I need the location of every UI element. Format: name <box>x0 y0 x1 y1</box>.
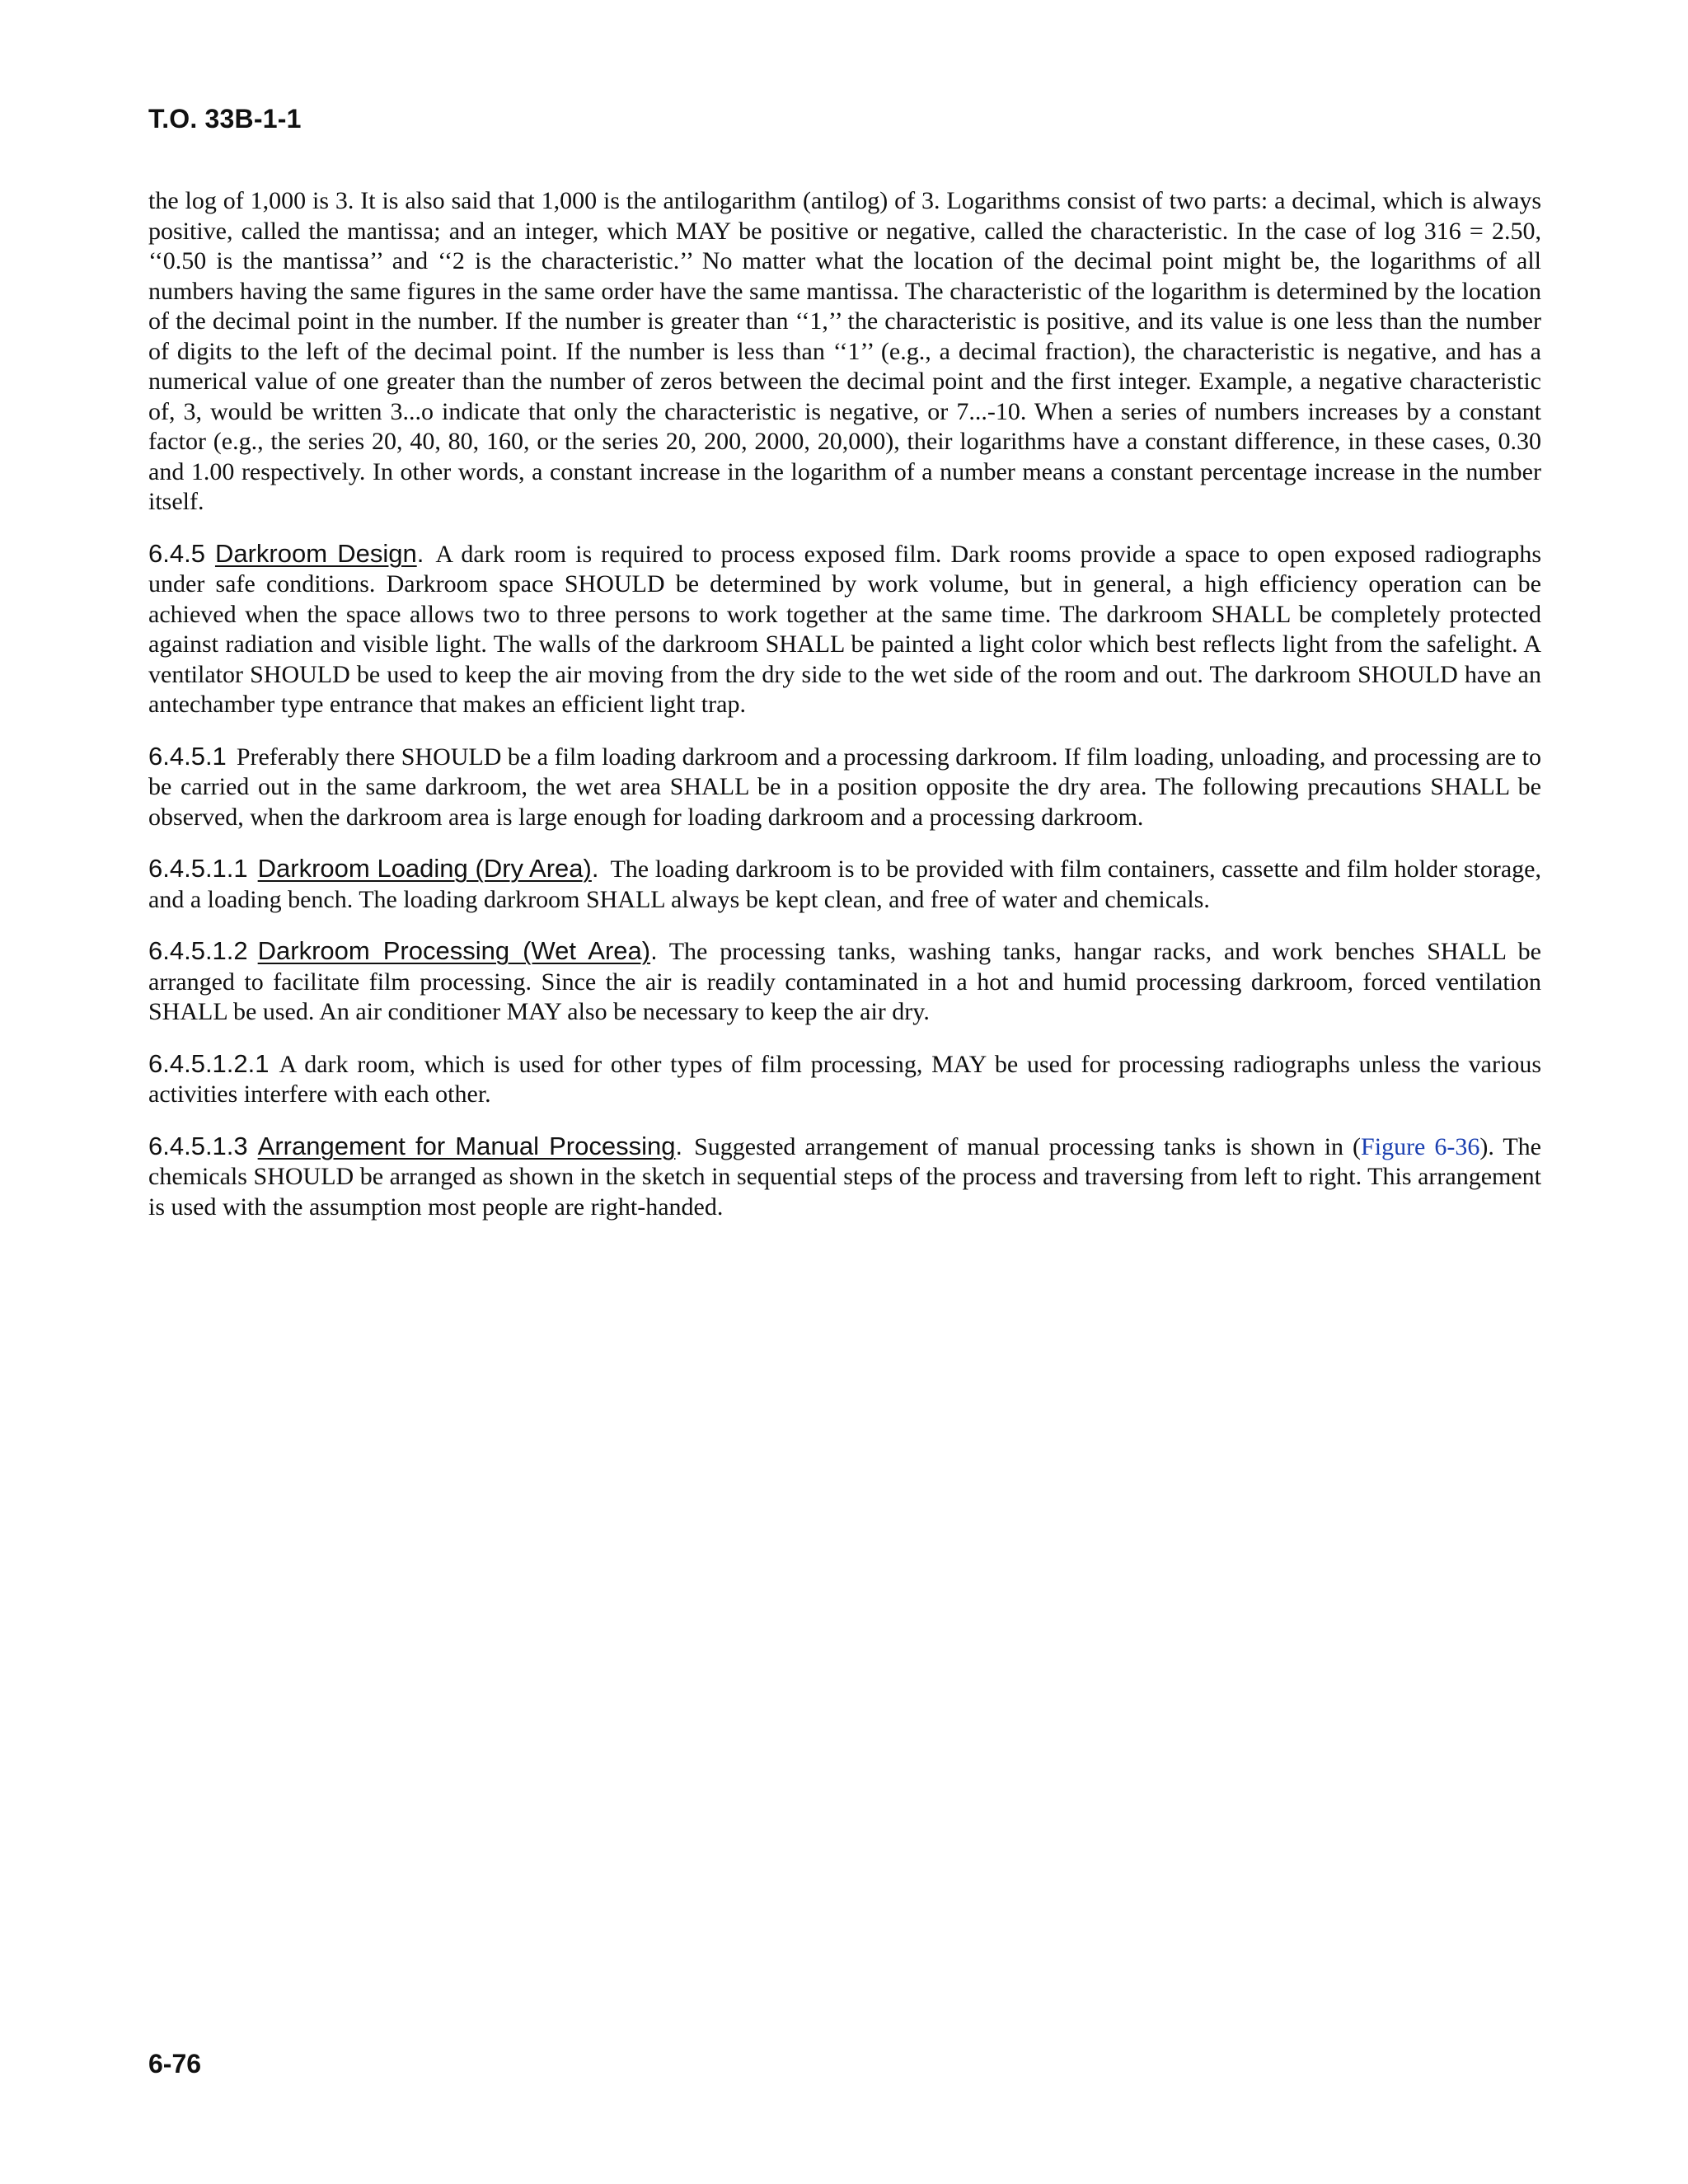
section-title-period: . <box>416 538 424 568</box>
section-6-4-5-1 <box>148 742 1541 833</box>
section-text-after-link: ). The chemicals SHOULD be arranged as shown in the sketch in sequential steps of the process and traversing from left to right. This arrangement is used with the assumption most people are right-handed. <box>148 1132 1541 1221</box>
intro-paragraph: the log of 1,000 is 3. It is also said that 1,000 is the antilogarithm (antilog) of 3. Logarithms consist of two parts: a decimal, which is always positive, called the mantissa; and an integer, which MAY be positive or negative, called the characteristic. In the case of log 316 = 2.50, ‘‘0.50 is the mantissa’’ and ‘‘2 is the characteristic.’’ No matter what the location of the decimal point might be, the logarithms of all numbers having the same figures in the same order have the same mantissa. The characteristic of the logarithm is determined by the location of the decimal point in the number. If the number is greater than ‘‘1,’’ the characteristic is positive, and its value is one less than the number of digits to the left of the decimal point. If the number is less than ‘‘1’’ (e.g., a decimal fraction), the characteristic is negative, and has a numerical value of one greater than the number of zeros between the decimal point and the first integer. Example, a negative characteristic of, 3, would be written 3...o indicate that only the characteristic is negative, or 7...-10. When a series of numbers increases by a constant factor (e.g., the series 20, 40, 80, 160, or the series 20, 200, 2000, 20,000), their logarithms have a constant difference, in these cases, 0.30 and 1.00 respectively. In other words, a constant increase in the logarithm of a number means a constant percentage increase in the number itself. <box>148 187 1541 515</box>
section-number: 6.4.5.1.2 <box>148 936 248 965</box>
section-title-period: . <box>675 1131 683 1160</box>
page-body <box>148 186 1541 1244</box>
section-number: 6.4.5.1.1 <box>148 854 248 883</box>
page-number: 6-76 <box>148 2049 202 2079</box>
section-6-4-5-1-3 <box>148 1132 1541 1223</box>
section-title: Darkroom Processing (Wet Area) <box>257 936 651 965</box>
section-text: A dark room, which is used for other types of film processing, MAY be used for processing radiographs unless the various activities interfere with each other. <box>148 1050 1541 1108</box>
document-id-header: T.O. 33B-1-1 <box>148 104 302 134</box>
section-number: 6.4.5.1.2.1 <box>148 1048 270 1078</box>
section-title: Darkroom Loading (Dry Area) <box>257 854 592 883</box>
section-number: 6.4.5.1.3 <box>148 1131 248 1160</box>
section-text: A dark room is required to process exposed film. Dark rooms provide a space to open exposed radiographs under safe conditions. Darkroom space SHOULD be determined by work volume, but in general, a high efficiency operation can be achieved when the space allows two to three persons to work together at the same time. The darkroom SHALL be completely protected against radiation and visible light. The walls of the darkroom SHALL be painted a light color which best reflects light from the safelight. A ventilator SHOULD be used to keep the air moving from the dry side to the wet side of the room and out. The darkroom SHOULD have an antechamber type entrance that makes an efficient light trap. <box>148 540 1541 718</box>
section-text: The loading darkroom is to be provided with film containers, cassette and film holder storage, and a loading bench. The loading darkroom SHALL always be kept clean, and free of water and chemicals. <box>148 855 1541 913</box>
section-text-before-link: Suggested arrangement of manual processing tanks is shown in ( <box>694 1132 1362 1160</box>
section-number: 6.4.5.1 <box>148 741 227 771</box>
section-6-4-5-1-2-1 <box>148 1049 1541 1110</box>
section-text: Preferably there SHOULD be a film loading darkroom and a processing darkroom. If film loading, unloading, and processing are to be carried out in the same darkroom, the wet area SHALL be in a position opposite the dry area. The following precautions SHALL be observed, when the darkroom area is large enough for loading darkroom and a processing darkroom. <box>148 743 1541 831</box>
section-title: Arrangement for Manual Processing <box>257 1131 676 1160</box>
section-6-4-5-1-2 <box>148 936 1541 1028</box>
section-title-period: . <box>591 854 599 883</box>
section-title-period: . <box>650 936 658 965</box>
figure-6-36-link[interactable]: Figure 6-36 <box>1361 1132 1480 1160</box>
section-number: 6.4.5 <box>148 538 205 568</box>
section-6-4-5 <box>148 539 1541 720</box>
section-6-4-5-1-1 <box>148 854 1541 915</box>
section-title: Darkroom Design <box>214 538 417 568</box>
section-text: The processing tanks, washing tanks, hangar racks, and work benches SHALL be arranged to facilitate film processing. Since the air is readily contaminated in a hot and humid processing darkroom, forced ventilation SHALL be used. An air conditioner MAY also be necessary to keep the air dry. <box>148 938 1541 1025</box>
